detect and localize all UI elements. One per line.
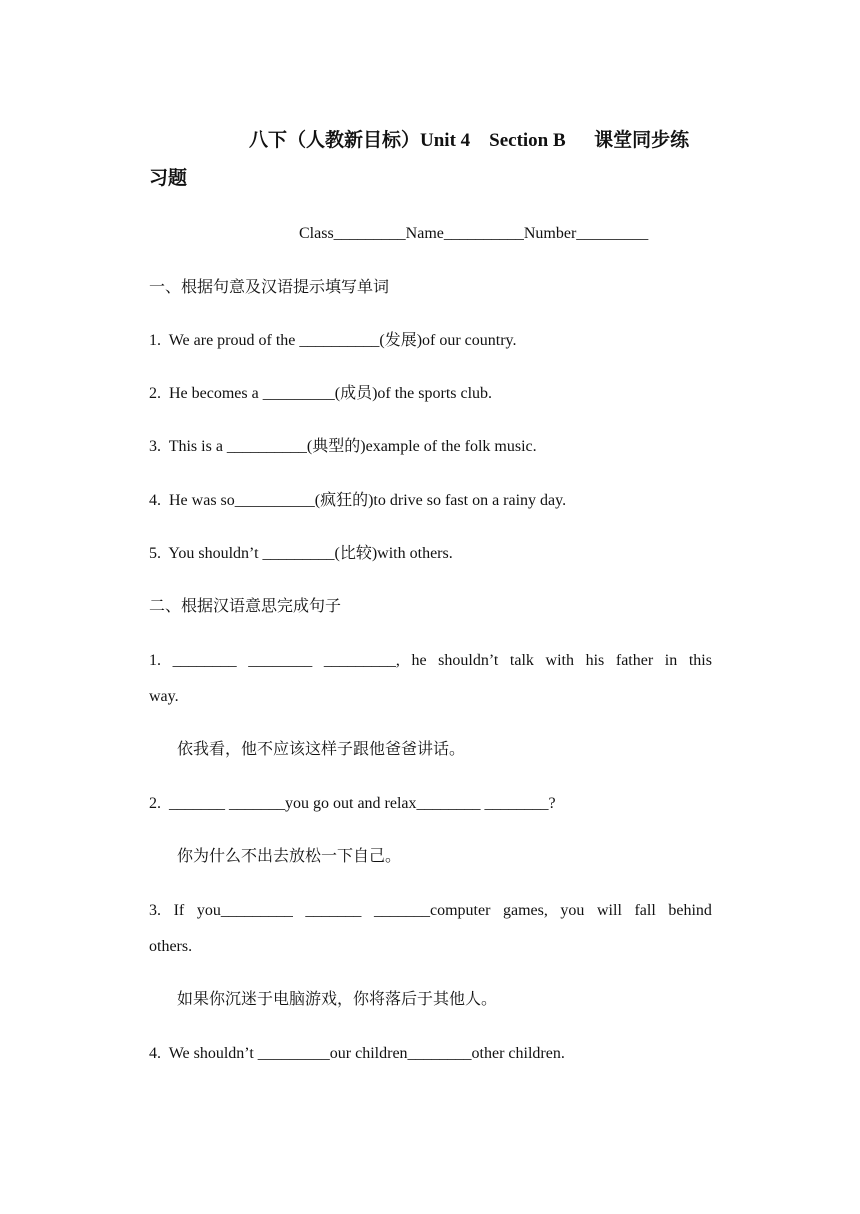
q3-word: _______computer	[373, 902, 491, 919]
q3-word: _______	[305, 902, 362, 919]
q3-word: you	[560, 902, 585, 919]
section2-q4: 4. We shouldn’t _________our children________other children.	[149, 1045, 565, 1062]
q1-word: his	[585, 652, 605, 669]
section1-item-1: 1. We are proud of the __________(发展)of our country.	[149, 332, 517, 349]
q3-word: will	[597, 902, 622, 919]
section1-heading: 一、根据句意及汉语提示填写单词	[149, 279, 390, 296]
student-info-line: Class_________Name__________Number_________	[299, 225, 649, 242]
q3-word: fall	[634, 902, 656, 919]
section2-q3-translation: 如果你沉迷于电脑游戏，你将落后于其他人。	[177, 991, 498, 1008]
section1-item-4: 4. He was so__________(疯狂的)to drive so fast on a rainy day.	[149, 492, 567, 509]
section2-q2: 2. _______ _______you go out and relax________ ________?	[149, 795, 556, 812]
q1-word: talk	[509, 652, 534, 669]
q1-word: shouldn’t	[438, 652, 499, 669]
q1-word: with	[545, 652, 574, 669]
q1-word: this	[688, 652, 712, 669]
q1-word: _________,	[323, 652, 400, 669]
q3-word: games,	[502, 902, 548, 919]
q3-word: If	[173, 902, 185, 919]
worksheet-title-line2: 习题	[149, 168, 188, 189]
section2-q3-line2: others.	[149, 938, 193, 955]
section2-q2-translation: 你为什么不出去放松一下自己。	[177, 848, 402, 865]
section2-q3-line1	[149, 901, 712, 921]
section2-q1-translation: 依我看，他不应该这样子跟他爸爸讲话。	[177, 741, 466, 758]
q3-word: you_________	[196, 902, 293, 919]
section2-q1-line1	[149, 651, 712, 671]
q1-word: he	[411, 652, 427, 669]
section1-item-3: 3. This is a __________(典型的)example of the folk music.	[149, 438, 537, 455]
q3-word: behind	[668, 902, 712, 919]
q1-word: in	[664, 652, 678, 669]
q1-word: ________	[248, 652, 313, 669]
q3-word: 3.	[149, 902, 161, 919]
q1-word: 1.	[149, 652, 161, 669]
worksheet-title-line1: 八下（人教新目标）Unit 4 Section B 课堂同步练	[249, 130, 690, 151]
section2-heading: 二、根据汉语意思完成句子	[149, 598, 342, 615]
section2-q1-line2: way.	[149, 688, 179, 705]
section1-item-2: 2. He becomes a _________(成员)of the sports club.	[149, 385, 493, 402]
section1-item-5: 5. You shouldn’t _________(比较)with others.	[149, 545, 453, 562]
q1-word: ________	[172, 652, 237, 669]
q1-word: father	[615, 652, 654, 669]
